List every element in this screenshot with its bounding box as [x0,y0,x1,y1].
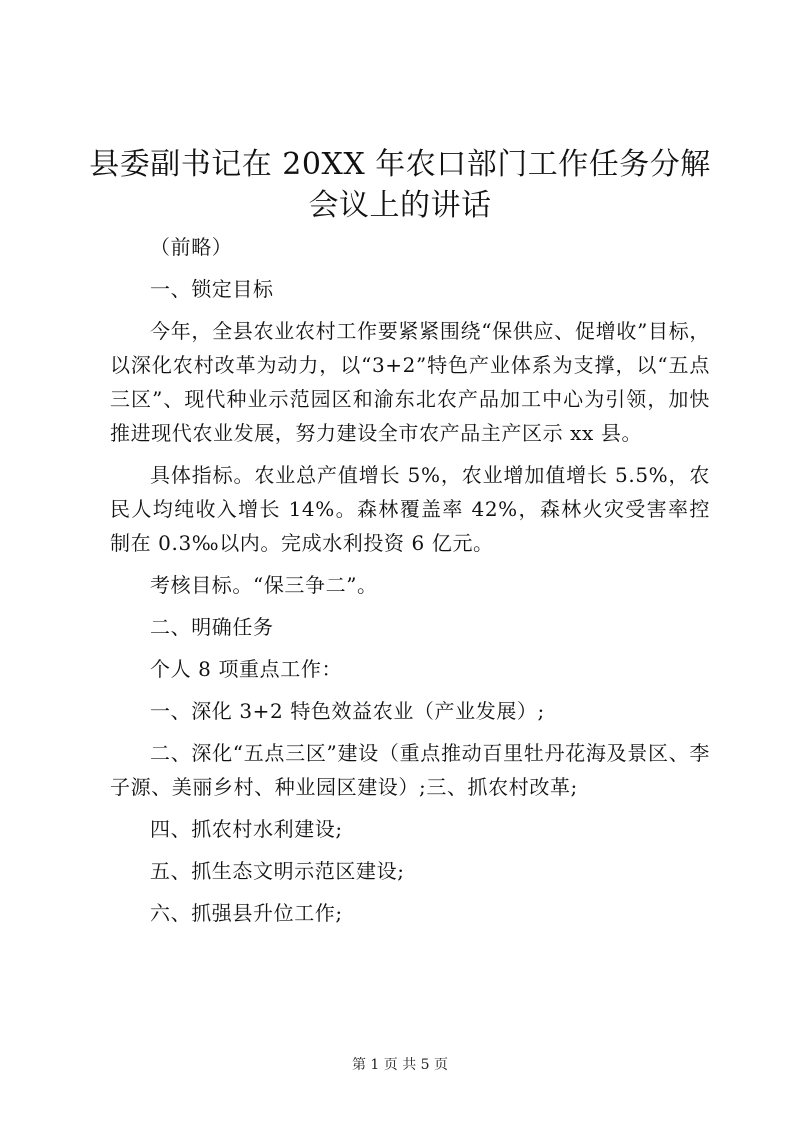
paragraph-indicators: 具体指标。农业总产值增长 5%，农业增加值增长 5.5%，农民人均纯收入增长 14%。森林覆盖率 42%，森林火灾受害率控制在 0.3‰以内。完成水利投资 6 亿元。 [110,463,710,555]
document-title-line-1: 县委副书记在 20XX 年农口部门工作任务分解 [89,147,711,182]
document-body [110,230,710,938]
paragraph-goals: 今年，全县农业农村工作要紧紧围绕“保供应、促增收”目标，以深化农村改革为动力，以“3+2”特色产业体系为支撑，以“五点三区”、现代种业示范园区和渝东北农产品加工中心为引领，加快推进现代农业发展，努力建设全市农产品主产区示 xx 县。 [110,319,710,445]
paragraph-assessment: 考核目标。“保三争二”。 [150,573,378,597]
heading-goals: 一、锁定目标 [150,277,274,301]
list-item: 二、深化“五点三区”建设（重点推动百里牡丹花海及景区、李子源、美丽乡村、种业园区建设）;三、抓农村改革; [110,741,710,799]
page-footer: 第 1 页 共 5 页 [351,1057,449,1073]
heading-tasks: 二、明确任务 [150,615,274,639]
paragraph-key-work: 个人 8 项重点工作： [150,657,343,681]
list-item: 四、抓农村水利建设; [150,817,343,841]
paragraph-preface: （前略） [150,235,233,259]
list-item: 五、抓生态文明示范区建设; [150,859,405,883]
document-title-line-2: 会议上的讲话 [308,188,492,223]
list-item: 六、抓强县升位工作; [150,901,343,925]
list-item: 一、深化 3+2 特色效益农业（产业发展）; [150,699,545,723]
